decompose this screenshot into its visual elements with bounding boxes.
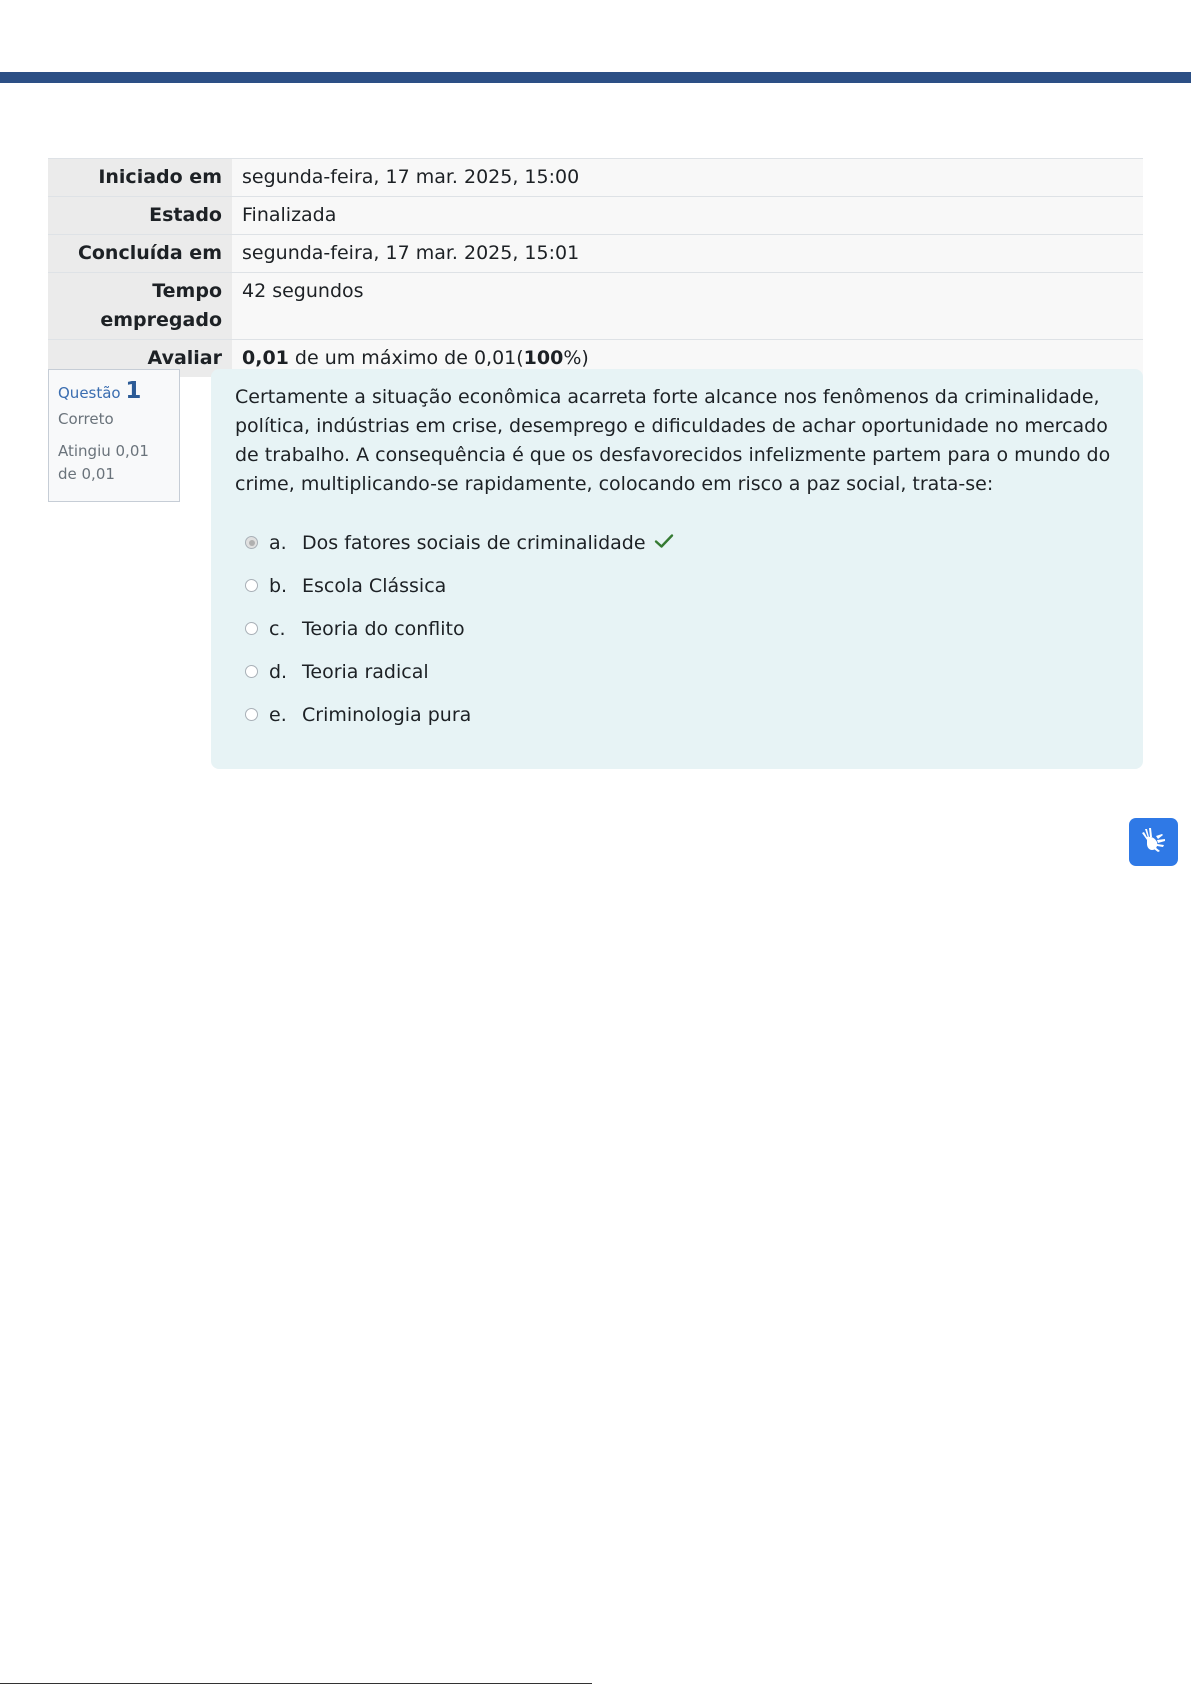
summary-label: Estado bbox=[48, 197, 232, 235]
grade-percent: 100 bbox=[523, 347, 564, 369]
answer-text: Teoria do conflito bbox=[302, 617, 465, 640]
question-grade: Atingiu 0,01 de 0,01 bbox=[58, 442, 149, 483]
question-number bbox=[58, 378, 170, 404]
answer-option-b[interactable] bbox=[245, 564, 1119, 607]
summary-label: Tempo empregado bbox=[48, 273, 232, 340]
summary-label: Iniciado em bbox=[48, 159, 232, 197]
summary-label: Avaliar bbox=[48, 340, 232, 378]
grade-score: 0,01 bbox=[242, 347, 289, 369]
summary-row-completed bbox=[48, 235, 1143, 273]
attempt-summary-table bbox=[48, 158, 1143, 377]
answer-list bbox=[245, 521, 1119, 736]
summary-value: 42 segundos bbox=[232, 273, 1143, 340]
summary-label: Concluída em bbox=[48, 235, 232, 273]
radio-button[interactable] bbox=[245, 708, 258, 721]
answer-text: Criminologia pura bbox=[302, 703, 472, 726]
answer-letter: d. bbox=[269, 660, 288, 683]
summary-value: Finalizada bbox=[232, 197, 1143, 235]
question-info-box bbox=[48, 369, 180, 502]
question-state: Correto bbox=[58, 410, 114, 428]
answer-letter: b. bbox=[269, 574, 288, 597]
footer-divider bbox=[0, 1683, 592, 1684]
question-prefix: Questão bbox=[58, 384, 121, 402]
grade-text: de um máximo de 0,01( bbox=[288, 347, 524, 369]
summary-value: segunda-feira, 17 mar. 2025, 15:01 bbox=[232, 235, 1143, 273]
summary-row-time-taken bbox=[48, 273, 1143, 340]
radio-button[interactable] bbox=[245, 665, 258, 678]
summary-row-state bbox=[48, 197, 1143, 235]
question-text: Certamente a situação econômica acarreta forte alcance nos fenômenos da criminalidade, política, indústrias em crise, desemprego e dificuldades de achar oportunidade no mercado de trabalho. A consequência é que os desfavorecidos infelizmente partem para o mundo do crime, multiplicando-se rapidamente, colocando em risco a paz social, trata-se: bbox=[235, 386, 1111, 495]
question-content bbox=[211, 369, 1143, 769]
check-icon bbox=[654, 532, 674, 554]
answer-option-a[interactable] bbox=[245, 521, 1119, 564]
answer-letter: c. bbox=[269, 617, 286, 640]
answer-option-e[interactable] bbox=[245, 693, 1119, 736]
sign-language-icon bbox=[1139, 825, 1169, 859]
radio-button[interactable] bbox=[245, 579, 258, 592]
answer-text: Teoria radical bbox=[302, 660, 429, 683]
answer-text: Escola Clássica bbox=[302, 574, 447, 597]
question-number-value: 1 bbox=[125, 378, 142, 404]
answer-option-c[interactable] bbox=[245, 607, 1119, 650]
summary-row-started bbox=[48, 159, 1143, 197]
sign-language-button[interactable] bbox=[1129, 818, 1178, 866]
radio-button-selected[interactable] bbox=[245, 536, 258, 549]
answer-option-d[interactable] bbox=[245, 650, 1119, 693]
answer-text: Dos fatores sociais de criminalidade bbox=[302, 531, 646, 554]
grade-percent-suffix: %) bbox=[563, 347, 589, 369]
summary-value: segunda-feira, 17 mar. 2025, 15:00 bbox=[232, 159, 1143, 197]
answer-letter: a. bbox=[269, 531, 287, 554]
answer-letter: e. bbox=[269, 703, 287, 726]
header-bar bbox=[0, 72, 1191, 83]
radio-button[interactable] bbox=[245, 622, 258, 635]
